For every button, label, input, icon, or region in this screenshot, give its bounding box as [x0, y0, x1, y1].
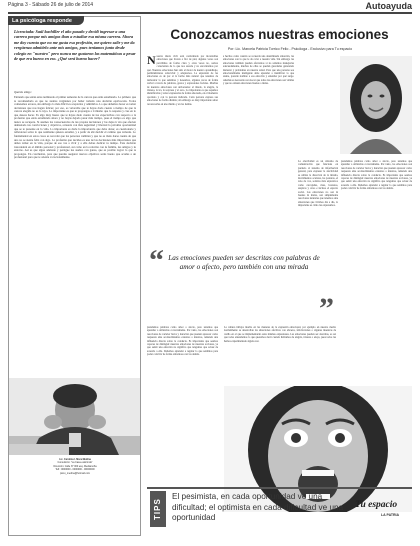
pull-quote: Las emociones pueden ser descritas con palabras de amor o afecto, pero también con una mirada [168, 254, 320, 272]
credit-email: psico_medina@hotmail.com [59, 471, 91, 475]
article-byline: Por: Lic. Marcela Patricia Torrico Fello - Psicóloga - Exclusivo para Tu espacio [227, 47, 353, 51]
article-column-3a: La afectividad es un síntoma de comunicación que funciona en paralelo al sistema de información general, para expresar la afectividad se utiliza la dirección de la mirada, movimientos oculares, las posturas, el tono de voz, sonidos más expresivos como carcajadas, risas, bostezos, suspiros y otros e incluso el espacio social. Las emociones no son ni buenas ni malas, son simplemente reacciones naturales que tenemos ante situaciones que vivimos día a día, lo importante es cómo las expresamos. [298, 160, 338, 208]
article-column-3b: prendamos palabras como amor o afecto, pero tenemos que aprender a utilizarlas correctamente. Por tanto, las emociones son reacciones de carácter breve y duración que pueden aparecer como respuesta ante acontecimientos externos o internos, teniendo una influencia directa sobre la conducta. Es importante que seamos capaces de distinguir nuestras emociones de nuestras acciones, ya que sentir una emoción no significa que tengamos que actuar de acuerdo a ella. Debemos aprender a regular lo que sentimos para poder convivir de forma armoniosa con los demás. [341, 160, 412, 191]
tu-espacio-logo [355, 494, 410, 524]
header-divider [8, 12, 412, 14]
advice-body: Entiendo que están estas terminado el primer semestre de la carrera que estás estudiando. Lo primero que te recomendaría es que no sientas vergüenza por haber tomado una decisión equivocada. Todos cometemos errores, sin embargo lo más difícil es aceptarlos y admitirlos. Lo que debemos hacer es tomar decisiones que nos hagan felices; por eso, es valorable que te hayas dado cuenta a tiempo de que la carrera elegida no es lo tuyo. Lo importante es que te propongas a ti mismo que lo respetas y cres en lo que deseas hacer. Es algo muy bueno que te hayas dado cuenta de tus expectativas con respecto a la profesión que estás estudiando ahora y no hayas dejado pasar más tiempo, pues el tiempo es algo que nunca se recupera. Si asumes las consecuencias de tus propias decisiones y las dejas ir sin que afecten demasiado tus convicciones y objetivos, actuarás con más seguridad y libertad la próxima oportunidad que se te presente en la vida. Lo importante es darle la importancia que debe darse; es cuestionarte y reflexionar sobre lo que realmente quieres estudiar, y a partir de ahí decidir el camino que tomarás. Lo fundamental en estos casos es recordar que las personas cambian y que no es malo darse cuenta de que uno no se siente feliz con algo. La profesión que decides es una de las decisiones más importantes que debes tomar en tu vida, porque de eso vas a vivir y a ella debes dedicar tu tiempo. Este decisión trascenderá en el ámbito personal y profesional, así como en la relación con tu familia, tus amigos y tu entorno. Así es que sigue adelante y persigue tus sueños con ganas, que es posible lograr lo que te propongas. En conclusión, para que puedas asegurar nuevos objetivos serás bueno que acudas a un profesional para que te oriente vocacionalmente. [14, 96, 136, 160]
tips-quote: El pesimista, en cada oportunidad ve una dificultad; el optimista en cada dificultad ve una oportunidad [172, 492, 344, 522]
drop-cap: N [147, 55, 156, 67]
article-column-1: Nuestro diario vivir está conformado por incontables emociones que brotan a flor de piel, algunas veces son percibidas de forma clara y otras veces no, somos conscientes de lo que nos sucede y no encontramos por qué. Nuestras emociones han sido el motor de nuestro aprendizaje, permitiéndonos sobrevivir y adaptarnos. La expresión de las emociones es de por sí la forma más natural que tenemos de demostrar lo que sentimos y deseamos, algunas veces de forma verbal a través de palabras, gestos y expresiones faciales. Muchas de nuestras emociones son universales: el miedo, la alegría, la tristeza, la ira, la sorpresa y el asco. Lo importante es que sepamos identificarlas y saber expresarlas de forma adecuada, en el momento oportuno y con la persona indicada. Cada persona expresa sus emociones de forma distinta; sin embargo es muy importante saber reconocerlas en uno mismo y en los demás. [147, 55, 218, 106]
credit-name: Lic. Carolina I. Mora Medina [59, 458, 91, 461]
svg-text:”: ” [319, 292, 334, 321]
worried-man-photo [9, 378, 140, 455]
logo-sub: LA PATRIA [381, 513, 400, 517]
article-column-5: La cultura influye mucho en las maneras de la expresión emocional, por ejemplo en nuestro medio normalmente se desarrollan las situaciones afectivas con abrazos, felicitaciones o algunas muestras de cariño en el que se implementarán estas mismas expresiones. Las emociones pueden ser descritas, es así que todos entendemos lo que queremos decir cuando hablamos de alegría, tristeza o enojo, pues todos las hemos experimentado alguna vez. [224, 326, 336, 343]
author-credits [14, 458, 136, 475]
credit-phone: Telf.: 0000000 - 0000000 - 00000000 [55, 468, 95, 472]
section-title: Autoayuda [365, 1, 412, 11]
column-tab: La psicóloga responde [8, 16, 84, 25]
tips-badge: TIPS [150, 491, 166, 527]
logo-main: Tu espacio [355, 500, 398, 510]
article-column-2: a hechos como cuando se recuerda una determinada situación, las emociones son lo que le da color a nuestra vida. Sin embargo las emociones también pueden afectarnos si no sabemos manejarlas adecuadamente, muchas de ellas se quedan guardadas generando malestar y problemas en nuestra salud. Para que una persona sea emocionalmente inteligente debe aprender a identificar lo que siente, ponerle nombre a esa emoción y entender por qué surge. Además es necesario reconocer que todas las emociones son válidas y que no existen emociones buenas o malas. [223, 55, 294, 86]
credit-address: Dirección: Calle N° 000 esq. Mediamoña [53, 464, 97, 468]
article-column-4: prendamos palabras como amor o afecto, pero tenemos que aprender a utilizarlas correctamente. Por tanto, las emociones son reacciones de carácter breve y duración que pueden aparecer como respuesta ante acontecimientos externos o internos, teniendo una influencia directa sobre la conducta. Es importante que seamos capaces de distinguir nuestras emociones de nuestras acciones, ya que sentir una emoción no significa que tengamos que actuar de acuerdo a ella. Debemos aprender a regular lo que sentimos para poder convivir de forma armoniosa con los demás. [147, 326, 218, 357]
credit-office: Consultorio: "La Casa está linda" [57, 461, 93, 465]
svg-text:“: “ [149, 248, 164, 277]
article-title: Conozcamos nuestras emociones [170, 27, 389, 42]
smiling-woman-photo [340, 56, 412, 154]
reader-question: Licenciada: Saúl bachiller el año pasado y decidí ingresar a una carrera porque mis amigos iban a estudiar esa misma carrera. Ahora me doy cuenta que no me gusta esa profesión, me quiero salir y me da vergüenza admitirlo ante mis amigos, pues teníamos junto desde colegio en "nuestro" pero nunca me gustaron las matemáticas a pesar de que era bueno en eso. ¿Qué será bueno hacer? [14, 29, 136, 62]
page-date: Página 3 - Sábado 26 de julio de 2014 [8, 2, 94, 8]
salutation: Querido amigo: [14, 91, 32, 94]
